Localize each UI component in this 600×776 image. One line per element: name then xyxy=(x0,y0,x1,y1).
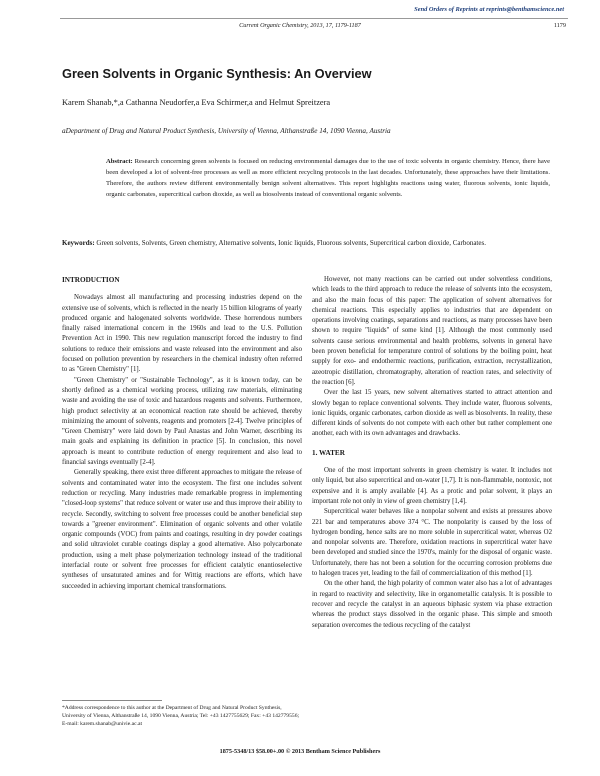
abstract-text: Research concerning green solvents is focused on reducing environmental damages due to the use of toxic solvents in organic chemistry. Hence, there have been developed a lot of solvent-free processes as well as more efficient recycling protocols in the last decades. Unfortunately, these approaches have their limitations. Therefore, the authors review different environmentally benign solvent alternatives. This report highlights reactions using water, fluorous solvents, ionic liquids, organic carbonates, supercritical carbon dioxide, as well as biosolvents instead of conventional organic solvents. xyxy=(106,158,550,198)
author-list: Karem Shanab,*,a Cathanna Neudorfer,a Eva Schirmer,a and Helmut Spreitzera xyxy=(62,98,331,107)
abstract-label: Abstract: xyxy=(106,158,133,165)
journal-citation: Current Organic Chemistry, 2013, 17, 1179-1187 xyxy=(239,22,361,29)
paragraph: However, not many reactions can be carried out under solventless conditions, which leads to the third approach to reduce the release of solvents into the ecosystem, and also the main focus of this paper: The application of solvent alternatives for chemical reactions. This especially applies to industries that are dependent on operations involving coatings, separations and reactions, as many processes have been shown to require "liquids" of some kind [1]. Although the most commonly used solvents cause serious environmental and health problems, solvents in general have been proven beneficial for temperature control of solutions by the boiling point, heat supply for exo- and endothermic reactions, purification, extraction, recrystallization, azeotropic distillation, chromatography, alteration of reaction rates, and selectivity of the reaction [6]. xyxy=(312,276,552,386)
paper-title: Green Solvents in Organic Synthesis: An Overview xyxy=(62,66,372,81)
left-column xyxy=(62,275,302,592)
paragraph: One of the most important solvents in green chemistry is water. It includes not only liquid, but also supercritical and on-water [1,7]. It is non-flammable, nontoxic, not expensive and it is amply available [4]. As a protic and polar solvent, it plays an important role not only in view of green chemistry [1,4]. xyxy=(312,467,552,505)
footnote-rule xyxy=(62,700,162,701)
reprints-notice: Send Orders of Reprints at reprints@benthamscience.net xyxy=(414,6,564,13)
section-heading-introduction: INTRODUCTION xyxy=(62,276,120,284)
copyright-line: 1875-5348/13 $58.00+.00 © 2013 Bentham Science Publishers xyxy=(219,748,381,755)
paragraph: On the other hand, the high polarity of common water also has a lot of advantages in regard to reactivity and selectivity, like in organometallic catalysis. It is possible to recover and recycle the catalyst in an aqueous biphasic system via phase extraction whereas the product stays dissolved in the organic phase. This simple and smooth separation overcomes the tedious recycling of the catalyst xyxy=(312,580,552,629)
page-number: 1179 xyxy=(553,22,566,29)
paragraph: "Green Chemistry" or "Sustainable Technology", as it is known today, can be shortly defined as a chemical working process, utilizing raw materials, eliminating waste and avoiding the use of toxic and hazardous reagents and solvents. Furthermore, high product selectivity at an economical reaction rate should be achieved, thereby minimizing the amount of solvents, reagents and promoters [2-4]. Twelve principles of "Green Chemistry" were laid down by Paul Anastas and John Warner, describing its main goals and explaining its definition in practice [5]. In conclusion, this novel approach is meant to contribute reduction of energy requirement and also lead to financial savings eventually [2-4]. xyxy=(62,376,302,467)
affiliation: aDepartment of Drug and Natural Product Synthesis, University of Vienna, Althanstraße 14, 1090 Vienna, Austria xyxy=(62,127,391,135)
right-column xyxy=(312,275,552,631)
keywords-text: Green solvents, Solvents, Green chemistry, Alternative solvents, Ionic liquids, Fluorous solvents, Supercritical carbon dioxide, Carbonates. xyxy=(96,239,486,247)
correspondence-footnote: *Address correspondence to this author at the Department of Drug and Natural Product Synthesis, University of Vienna, Althanstraße 14, 1090 Vienna, Austria; Tel: +43 1427755629; Fax: +43 142779556; E-mail: karem.shanab@univie.ac.at xyxy=(62,705,300,727)
paragraph: Over the last 15 years, new solvent alternatives started to attract attention and slowly began to replace conventional solvents. They include water, fluorous solvents, ionic liquids, organic carbonates, carbon dioxide as well as biosolvents. In reality, these different kinds of solvents do not compete with each other but rather complement one another, each with its own advantages and drawbacks. xyxy=(312,389,552,438)
abstract xyxy=(106,156,550,200)
keywords xyxy=(62,238,562,249)
keywords-label: Keywords: xyxy=(62,239,95,247)
header-rule xyxy=(60,18,568,19)
section-heading-water: 1. WATER xyxy=(312,448,345,457)
paragraph: Nowadays almost all manufacturing and processing industries depend on the extensive use of solvents, which is reflected in the nearly 15 billion kilograms of yearly produced organic and halogenated solvents worldwide. These horrendous numbers finally raised international concern in the 1960s and lead to the U.S. Pollution Prevention Act in 1990. This new regulation manuscript forced the industry to find solutions to reduce their emissions and waste released into the environment and also focused on pollution prevention by researchers in the chemical industry often referred to as "Green Chemistry" [1]. xyxy=(62,294,302,374)
paragraph: Generally speaking, there exist three different approaches to mitigate the release of solvents and contaminated water into the ecosystem. The first one includes solvent reduction or recycling. Many industries made remarkable progress in implementing "closed-loop systems" that reduce solvent or water use and thus improve their ability to recycle. Secondly, switching to solvent free processes could be another beneficial step towards a "greener environment". Elimination of organic solvents and other volatile organic compounds (VOC) from paints and coatings, resulting in dry powder coatings and solid ultraviolet curable coatings display a good alternative. Also polycarbonate production, using a melt phase polymerization technology instead of the traditional interfacial route or solvent free processes for efficient catalytic enantioselective syntheses of unsaturated amines and for Wittig reactions are efforts, which have succeeded in achieving important chemical transformations. xyxy=(62,469,302,590)
paragraph: Supercritical water behaves like a nonpolar solvent and exists at pressures above 221 bar and temperatures above 374 °C. The nonpolarity is caused by the loss of hydrogen bonding, hence salts are no more soluble in supercritical water, whereas O2 and nonpolar solvents are. Therefore, oxidation reactions in supercritical water have been developed and studied since the 1970's, mainly for the disposal of organic waste. Unfortunately, there has not been a solution for the occurring corrosion problems due to halogen traces yet, leading to the fail of commercialization of this method [1]. xyxy=(312,508,552,578)
